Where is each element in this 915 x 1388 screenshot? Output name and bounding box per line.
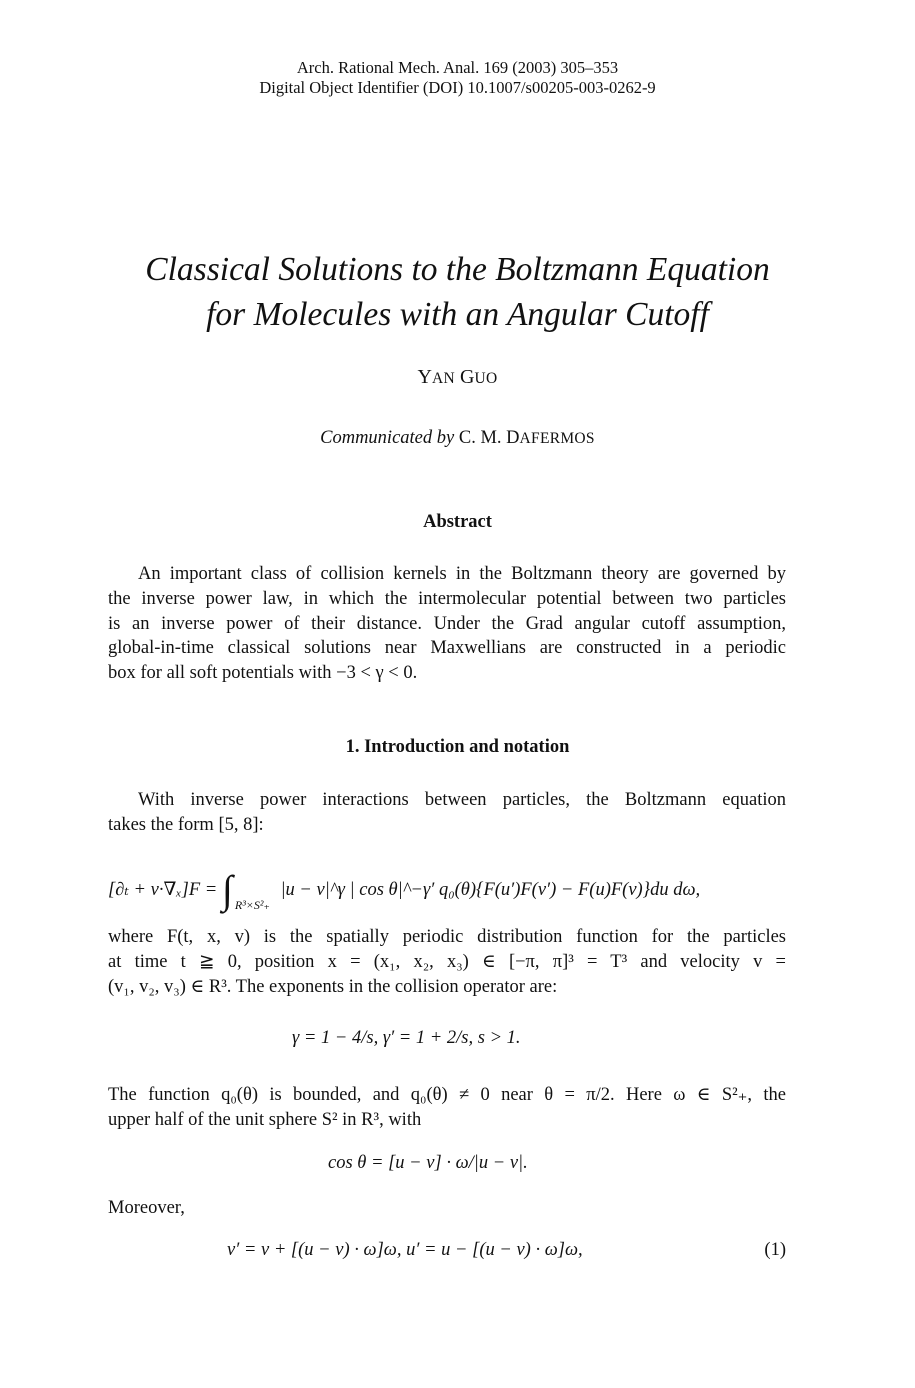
where-paragraph — [108, 925, 786, 999]
journal-citation: Arch. Rational Mech. Anal. 169 (2003) 305–353 — [296, 58, 619, 77]
intro-line: With inverse power interactions between particles, the Boltzmann equation — [138, 790, 786, 810]
author-rest-2: UO — [474, 370, 498, 387]
author-initial-2: G — [460, 366, 475, 388]
communicated-prefix: Communicated by — [320, 428, 455, 448]
abstract-line: the inverse power law, in which the intermolecular potential between two particles — [108, 588, 786, 609]
where-line: at time t ≧ 0, position x = (x₁, x₂, x₃) ∈ [−π, π]³ = T³ and velocity v = — [108, 951, 786, 972]
q0-paragraph — [108, 1083, 786, 1133]
communicator-initial: D — [506, 428, 520, 448]
moreover-line: Moreover, — [108, 1198, 185, 1218]
communicator-rest: AFERMOS — [519, 430, 595, 447]
author-rest-1: AN — [432, 370, 455, 387]
equation-lhs: [∂ₜ + v·∇ₓ]F = — [108, 880, 218, 900]
cos-theta-equation: cos θ = [u − v] · ω/|u − v|. — [328, 1153, 528, 1173]
paper-title-line-1: Classical Solutions to the Boltzmann Equation — [145, 251, 770, 288]
communicator-initials: C. M. — [458, 428, 502, 448]
communicated-by — [0, 428, 915, 449]
section-heading: 1. Introduction and notation — [345, 737, 570, 757]
abstract-line: box for all soft potentials with −3 < γ < 0. — [108, 663, 418, 684]
intro-paragraph — [108, 788, 786, 838]
where-line: (v₁, v₂, v₃) ∈ R³. The exponents in the collision operator are: — [108, 976, 558, 997]
integral-sign: ∫ — [221, 867, 233, 912]
abstract-line: An important class of collision kernels in the Boltzmann theory are governed by — [138, 564, 786, 584]
abstract-line: is an inverse power of their distance. Under the Grad angular cutoff assumption, — [108, 613, 786, 634]
moreover-text — [108, 1196, 786, 1221]
abstract-line: global-in-time classical solutions near Maxwellians are constructed in a periodic — [108, 638, 786, 659]
equation-rhs: |u − v|^γ | cos θ|^−γ′ q₀(θ){F(u′)F(v′) − F(u)F(v)}du dω, — [280, 880, 701, 900]
abstract-heading: Abstract — [423, 512, 492, 532]
where-line: where F(t, x, v) is the spatially periodic distribution function for the particles — [108, 927, 786, 947]
paper-title-line-2: for Molecules with an Angular Cutoff — [206, 296, 709, 333]
equation-number: (1) — [764, 1240, 786, 1260]
velocity-equations: v′ = v + [(u − v) · ω]ω, u′ = u − [(u − v) · ω]ω, — [227, 1240, 583, 1260]
abstract-paragraph — [108, 562, 786, 686]
author-initial-1: Y — [417, 366, 432, 388]
q0-line: The function q₀(θ) is bounded, and q₀(θ) ≠ 0 near θ = π/2. Here ω ∈ S²₊, the — [108, 1085, 786, 1105]
gamma-relations: γ = 1 − 4/s, γ′ = 1 + 2/s, s > 1. — [292, 1028, 521, 1048]
intro-line: takes the form [5, 8]: — [108, 814, 264, 835]
journal-doi: Digital Object Identifier (DOI) 10.1007/s00205-003-0262-9 — [259, 78, 656, 97]
q0-line: upper half of the unit sphere S² in R³, with — [108, 1109, 422, 1130]
author-name — [0, 366, 915, 389]
integral-domain: R³×S²₊ — [234, 898, 270, 912]
boltzmann-equation — [108, 858, 701, 912]
